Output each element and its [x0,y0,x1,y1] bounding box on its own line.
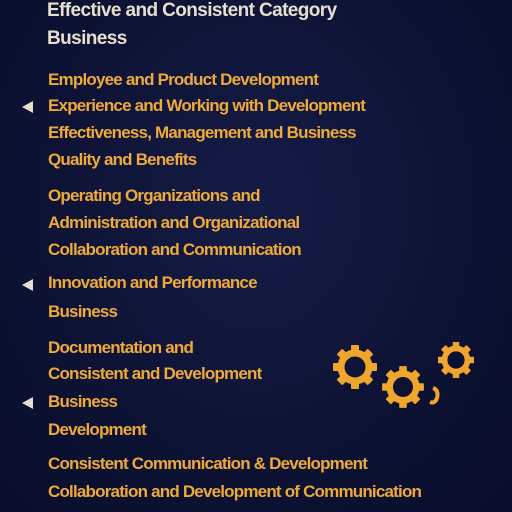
text-line: Business [48,392,118,411]
text-line: Quality and Benefits [48,150,197,169]
left-triangle-icon [22,101,33,113]
gears-icon [325,330,485,420]
page-title: Effective and Consistent Category [47,0,337,21]
text-line: Experience and Working with Development [48,96,366,115]
text-line: Effectiveness, Management and Business [48,123,356,142]
text-line: Collaboration and Development of Communication [48,482,422,501]
text-line: Employee and Product Development [48,70,319,89]
left-triangle-icon [22,397,33,409]
text-line: Collaboration and Communication [48,240,301,259]
text-line: Business [48,302,118,321]
left-triangle-icon [22,279,33,291]
text-line: Consistent Communication & Development [48,454,368,473]
text-line: Development [48,420,146,439]
text-line: Innovation and Performance [48,273,257,292]
text-line: Documentation and [48,338,194,357]
text-line: Administration and Organizational [48,213,300,232]
text-line: Consistent and Development [48,364,262,383]
text-line: Operating Organizations and [48,186,260,205]
page-subtitle: Business [47,28,127,49]
